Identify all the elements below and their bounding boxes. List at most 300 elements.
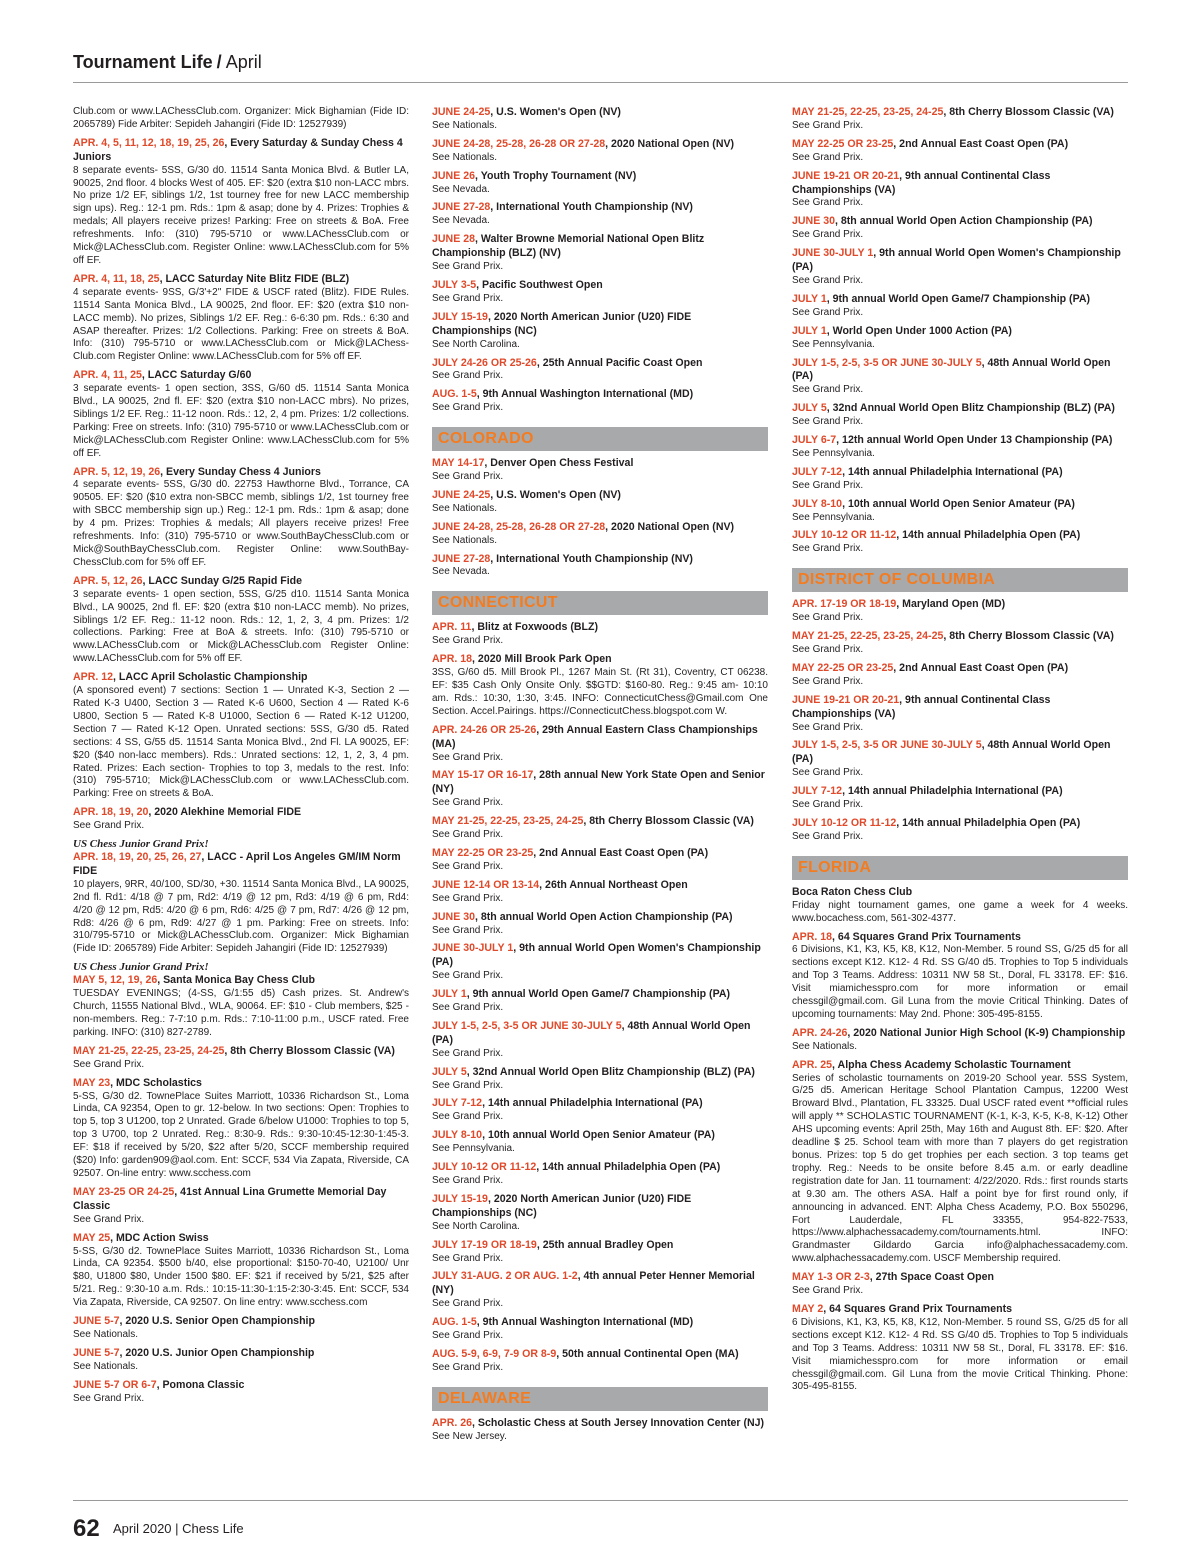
entry-body: See Grand Prix. [432,924,504,936]
entry-title: , 9th annual Continental Class Championships (VA) [792,169,1051,196]
entry-heading [432,1097,768,1111]
entry-dates: JULY 1-5, 2-5, 3-5 OR JUNE 30-JULY 5 [792,356,982,369]
entry-heading [792,466,1128,480]
entry-title: , Santa Monica Bay Chess Club [157,974,316,987]
tournament-entry [792,739,1128,780]
tournament-entry [792,498,1128,525]
tournament-entry [792,662,1128,689]
entry-body: 3 separate events- 1 open section, 3SS, G/60 d5. 11514 Santa Monica Blvd., LA 90025, 2nd fl. EF: $20 (extra $10 non-LACC mbrs). No prizes, Siblings 1/2 EF. Reg.: 11-12 noon. Rds.: 12, 2, 4 pm. Prizes: 1/2 collections. Parking: Free on streets. Info: (310) 795-5710 or www.LAChessClub.com or Mick@LAChessClub.com Register Online: www.LAChessClub.com for 5% off EF. [73,383,409,459]
entry-dates: APR. 18, 19, 20 [73,806,149,819]
entry-title: , Pacific Southwest Open [476,278,603,291]
entry-heading [432,1270,768,1298]
entry-dates: JULY 8-10 [792,497,843,510]
entry-dates: JULY 6-7 [792,434,837,447]
tournament-entry [73,806,409,833]
entry-title: , International Youth Championship (NV) [490,201,693,214]
entry-title: , Maryland Open (MD) [896,598,1006,611]
entry-heading [432,621,768,635]
entry-dates: JUNE 30-JULY 1 [792,247,874,260]
entry-heading [73,1186,409,1214]
tournament-entry [432,1270,768,1311]
entry-heading [432,279,768,293]
entry-body: See Nevada. [432,566,490,578]
entry-body: See Grand Prix. [792,479,864,491]
tournament-entry [792,598,1128,625]
entry-title: , World Open Under 1000 Action (PA) [826,324,1012,337]
header-month: April [225,52,262,72]
entry-heading [792,170,1128,198]
entry-dates: JULY 15-19 [432,1192,488,1205]
tournament-entry [73,1347,409,1374]
entry-heading [73,1315,409,1329]
entry-heading [73,369,409,383]
entry-title: , 48th Annual World Open (PA) [432,1019,751,1046]
entry-heading [432,1348,768,1362]
entry-body: See Grand Prix. [432,1175,504,1186]
tournament-entry [792,293,1128,320]
entry-body: See Grand Prix. [792,644,864,655]
entry-heading [73,1347,409,1361]
entry-title: , 29th Annual Eastern Class Championships (MA) [432,723,758,750]
entry-heading [432,847,768,861]
entry-body: See Grand Prix. [432,261,504,273]
entry-heading [432,388,768,402]
entry-heading [792,1271,1128,1285]
entry-body: See Grand Prix. [432,860,504,872]
page-number: 62 [73,1515,100,1542]
entry-body: See Grand Prix. [792,151,864,163]
entry-heading [792,247,1128,275]
entry-body: See Grand Prix. [73,1213,145,1225]
entry-dates: JUNE 27-28 [432,201,491,214]
entry-dates: JULY 8-10 [432,1129,483,1142]
column-2 [432,106,768,1494]
state-banner: DISTRICT OF COLUMBIA [792,568,1128,592]
entry-dates: JUNE 12-14 OR 13-14 [432,878,540,891]
tournament-entry [73,974,409,1040]
entry-heading [73,806,409,820]
tournament-entry [432,653,768,719]
entry-title: , 2020 Alekhine Memorial FIDE [148,806,302,819]
column-1 [73,106,409,1494]
entry-heading [792,1027,1128,1041]
entry-heading [792,434,1128,448]
tournament-entry [792,434,1128,461]
entry-dates: APR. 4, 5, 11, 12, 18, 19, 25, 26 [73,136,225,149]
entry-title: , LACC Saturday Nite Blitz FIDE (BLZ) [159,272,350,285]
entry-dates: JUNE 5-7 OR 6-7 [73,1378,157,1391]
entry-heading [792,662,1128,676]
entry-body: 5-SS, G/30 d2. TownePlace Suites Marriott, 10336 Richardson St., Loma Linda, CA 92354. $500 b/40, else proportional: $150-70-40, U2100/ Unr $80, U1800 $80, Under 1500 $80. EF: $21 if received by 5/21, $25 after 5/21. Reg.: 9:30-10 a.m. Rds.: 10:15-11:30-1:15-2:30-3:45. Ent: SCCF, 534 Via Zapata, Riverside, CA 92507. On line entry: www.scchess.com [73,1245,409,1309]
entry-title: , 50th annual Continental Open (MA) [556,1347,739,1360]
entry-dates: APR. 18 [432,653,473,666]
tournament-entry [792,138,1128,165]
tournament-entry [432,388,768,415]
tournament-entry [432,279,768,306]
entry-heading [432,942,768,970]
entry-title: , Every Saturday & Sunday Chess 4 Juniors [73,136,403,163]
entry-heading [432,1417,768,1431]
entry-dates: MAY 15-17 OR 16-17 [432,769,534,782]
entry-heading [792,1303,1128,1317]
entry-heading [73,851,409,879]
entry-heading [432,988,768,1002]
entry-dates: APR. 12 [73,671,114,684]
entry-dates: JULY 24-26 OR 25-26 [432,356,537,369]
grand-prix-note: US Chess Junior Grand Prix! [73,838,209,851]
tournament-entry [792,247,1128,288]
entry-body: See Grand Prix. [792,830,864,842]
entry-body: See Grand Prix. [432,402,504,414]
entry-heading [792,886,1128,900]
entry-dates: APR. 25 [792,1058,833,1071]
tournament-entry [73,369,409,460]
tournament-entry [432,1066,768,1093]
header-separator: / [216,52,222,72]
entry-dates: MAY 21-25, 22-25, 23-25, 24-25 [73,1044,225,1057]
entry-title: , LACC April Scholastic Championship [113,671,308,684]
entry-title: , Walter Browne Memorial National Open Blitz Championship (BLZ) (NV) [432,233,705,260]
entry-dates: JULY 5 [432,1065,467,1078]
tournament-entry [73,137,409,268]
state-banner: CONNECTICUT [432,591,768,615]
tournament-entry [432,357,768,384]
entry-title: , LACC Saturday G/60 [141,369,252,382]
entry-body: See Grand Prix. [792,675,864,687]
tournament-entry [792,694,1128,735]
entry-heading [432,357,768,371]
tournament-entry [792,785,1128,812]
entry-body: See Pennsylvania. [792,338,875,350]
tournament-entry [73,1077,409,1181]
entry-heading [432,1161,768,1175]
tournament-entry [792,886,1128,926]
tournament-entry [73,851,409,956]
state-banner: COLORADO [432,427,768,451]
tournament-entry [432,170,768,197]
entry-title: , 9th annual World Open Game/7 Championship (PA) [466,988,731,1001]
entry-title: , 2020 North American Junior (U20) FIDE Championships (NC) [432,310,692,337]
entry-title: , 2020 U.S. Senior Open Championship [119,1315,315,1328]
entry-body: See Grand Prix. [792,612,864,624]
entry-heading [73,1232,409,1246]
entry-heading [792,106,1128,120]
entry-title: , 28th annual New York State Open and Senior (NY) [432,769,765,796]
entry-heading [792,817,1128,831]
tournament-entry [432,106,768,133]
tournament-entry [432,489,768,516]
entry-body: See Grand Prix. [73,820,145,832]
entry-dates: JULY 3-5 [432,278,477,291]
tournament-entry [432,201,768,228]
entry-title: , 14th annual Philadelphia Open (PA) [896,529,1081,542]
tournament-entry [432,1316,768,1343]
tournament-entry [792,1303,1128,1394]
entry-dates: APR. 26 [432,1416,473,1429]
entry-title: , 4th annual Peter Henner Memorial (NY) [432,1270,755,1297]
entry-dates: MAY 5, 12, 19, 26 [73,974,158,987]
entry-heading [432,815,768,829]
entry-body: See Grand Prix. [792,229,864,241]
entry-body: See Nevada. [432,183,490,195]
entry-title: , 10th annual World Open Senior Amateur (PA) [482,1129,715,1142]
entry-heading [432,170,768,184]
entry-title: , 9th annual World Open Game/7 Championship (PA) [826,292,1091,305]
entry-dates: JUNE 30 [432,910,475,923]
entry-title: Boca Raton Chess Club [792,885,913,898]
tournament-entry [432,138,768,165]
tournament-entry [432,847,768,874]
entry-title: , 8th Cherry Blossom Classic (VA) [224,1044,395,1057]
tournament-entry [792,170,1128,211]
entry-body: See Nationals. [432,151,498,163]
entry-dates: AUG. 1-5 [432,1316,477,1329]
entry-dates: JULY 7-12 [792,785,843,798]
entry-title: , 9th annual Continental Class Championships (VA) [792,693,1051,720]
entry-heading [73,1379,409,1393]
entry-body: 10 players, 9RR, 40/100, SD/30, +30. 11514 Santa Monica Blvd., LA 90025, 2nd fl. Rd1: 4/18 @ 7 pm, Rd2: 4/19 @ 12 pm, Rd3: 4/19 @ 6 pm, Rd4: 4/20 @ 12 pm, Rd5: 4/20 @ 6 pm, Rd6: 4/25 @ 7 pm, Rd7: 4/26 @ 12 pm, Rd8: 4/26 @ 6 pm, Rd9: 4/27 @ 1 pm. Parking: Free on streets. Info: 310/795-5710 or Mick@LAChessClub.com. Organizer: Mick Bighamian (Fide ID: 2065789) Fide Arbiter: Sepideh Jahangiri (Fide ID: 12527939) [73,878,409,955]
entry-body: See Grand Prix. [432,292,504,304]
entry-title: , MDC Action Swiss [110,1231,209,1244]
entry-body: See Nationals. [73,1360,139,1372]
entry-title: , 8th annual World Open Action Championship (PA) [835,215,1093,228]
tournament-entry [432,233,768,274]
entry-heading [73,575,409,589]
tournament-entry [432,724,768,765]
tournament-entry [432,1239,768,1266]
entry-dates: MAY 23-25 OR 24-25 [73,1185,175,1198]
entry-body: See Grand Prix. [792,416,864,428]
entry-body: See Grand Prix. [792,767,864,779]
entry-body: See Grand Prix. [432,1330,504,1342]
entry-body: TUESDAY EVENINGS; (4-SS, G/1:55 d5) Cash prizes. St. Andrew's Church, 11555 National Blvd., WLA, 90064. EF: $10 - Club members, $25 - non-members. Reg.: 7-7:10 p.m. Rds.: 7:10-11:00 p.m., USCF rated. Free parking. INFO: (310) 827-2789. [73,988,409,1038]
entry-title: , MDC Scholastics [110,1076,202,1089]
entry-body: See Grand Prix. [432,829,504,841]
entry-title: , Scholastic Chess at South Jersey Innovation Center (NJ) [472,1416,765,1429]
entry-title: , 9th Annual Washington International (MD) [476,1316,694,1329]
entry-title: , 10th annual World Open Senior Amateur (PA) [842,497,1075,510]
entry-title: , Alpha Chess Academy Scholastic Tournament [832,1058,1071,1071]
entry-heading [792,1059,1128,1073]
entry-title: , Youth Trophy Tournament (NV) [475,169,637,182]
entry-dates: JULY 10-12 OR 11-12 [432,1161,537,1174]
entry-dates: APR. 17-19 OR 18-19 [792,598,897,611]
entry-heading [432,1239,768,1253]
tournament-entry [73,671,409,801]
tournament-entry [792,325,1128,352]
entry-heading [432,233,768,261]
entry-dates: APR. 4, 11, 25 [73,369,142,382]
tournament-entry [73,1232,409,1310]
entry-heading [73,974,409,988]
tournament-entry [792,817,1128,844]
entry-heading [792,598,1128,612]
entry-body: See Nationals. [792,1040,858,1052]
entry-dates: JUNE 5-7 [73,1315,120,1328]
entry-body: See Nationals. [432,502,498,514]
entry-title: , 64 Squares Grand Prix Tournaments [823,1302,1013,1315]
entry-dates: JUNE 26 [432,169,475,182]
entry-title: , 2nd Annual East Coast Open (PA) [533,846,709,859]
entry-dates: JUNE 19-21 OR 20-21 [792,693,900,706]
entry-title: , 2nd Annual East Coast Open (PA) [893,661,1069,674]
entry-title: , International Youth Championship (NV) [490,552,693,565]
entry-heading [432,911,768,925]
entry-heading [73,1077,409,1091]
state-banner: DELAWARE [432,1387,768,1411]
entry-body: See Grand Prix. [432,1002,504,1014]
entry-body: See Grand Prix. [792,306,864,318]
entry-heading [792,739,1128,767]
entry-body: 4 separate events- 9SS, G/3'+2'' FIDE & USCF rated (Blitz). FIDE Rules. 11514 Santa Monica Blvd., LA 90025, 2nd floor. EF: $20 (extra $10 non-LACC memb). No prizes, Siblings 1/2 EF. Reg.: 6-6:30 pm. Rds.: 6:30 and ASAP thereafter. Prizes: 1/2 Collections. Parking: Free on streets & BoA. Info: (310) 795-5710 or www.LAChessClub.com or Mick@LAChess-Club.com Register Online: www.LAChessClub.com for 5% off EF. [73,286,409,363]
entry-title: , 25th annual Bradley Open [536,1238,674,1251]
tournament-entry [432,621,768,648]
entry-title: , 8th Cherry Blossom Classic (VA) [943,630,1114,643]
entry-title: , 26th Annual Northeast Open [539,878,688,891]
entry-dates: AUG. 5-9, 6-9, 7-9 OR 8-9 [432,1347,557,1360]
entry-body: See Pennsylvania. [792,447,875,459]
entry-title: , U.S. Women's Open (NV) [490,488,621,501]
entry-dates: JUNE 24-25 [432,106,491,118]
entry-title: , 12th annual World Open Under 13 Championship (PA) [836,434,1113,447]
entry-body: See Grand Prix. [792,543,864,555]
entry-title: , 64 Squares Grand Prix Tournaments [832,930,1021,943]
entry-body: See Nationals. [73,1328,139,1340]
entry-heading [792,293,1128,307]
entry-heading [792,630,1128,644]
entry-title: , 2020 North American Junior (U20) FIDE Championships (NC) [432,1192,692,1219]
entry-heading [432,769,768,797]
entry-heading [432,1193,768,1221]
entry-body: See Grand Prix. [792,197,864,209]
tournament-entry [792,1271,1128,1298]
entry-dates: JULY 1 [432,988,467,1001]
entry-body: See Grand Prix. [432,1047,504,1059]
entry-title: , 8th annual World Open Action Championship (PA) [475,910,733,923]
entry-dates: JULY 7-12 [432,1097,483,1110]
entry-dates: JUNE 19-21 OR 20-21 [792,169,900,182]
tournament-entry [432,311,768,352]
tournament-entry [432,879,768,906]
entry-body: See Grand Prix. [432,1252,504,1264]
tournament-entry [792,466,1128,493]
entry-heading [73,273,409,287]
tournament-entry [432,1020,768,1061]
tournament-entry [432,553,768,580]
entry-heading [432,1316,768,1330]
entry-dates: JUNE 30 [792,215,835,228]
entry-heading [792,498,1128,512]
entry-dates: JULY 1 [792,324,827,337]
entry-dates: JUNE 24-28, 25-28, 26-28 OR 27-28 [432,137,606,150]
entry-dates: APR. 5, 12, 19, 26 [73,465,161,478]
tournament-entry [432,1193,768,1234]
entry-body: See Grand Prix. [792,1285,864,1297]
entry-title: , 9th annual World Open Women's Championship (PA) [432,942,761,969]
entry-dates: MAY 1-3 OR 2-3 [792,1271,870,1284]
footer-text: April 2020 | Chess Life [113,1521,244,1536]
entry-body: 3 separate events- 1 open section, 5SS, G/25 d10. 11514 Santa Monica Blvd., LA 90025, 2nd fl. EF: $20 (extra $10 non-LACC memb). No prizes, Siblings 1/2 EF. Reg.: 11-12 noon. Rds.: 12, 1, 2, 3, 4 pm. Prizes: 1/2 collections. Parking: Free at BoA & streets. Info: (310) 795-5710 or www.LAChessClub.com or Mick@LAChessClub.com Register Online: www.LAChessClub.com for 5% off EF. [73,588,409,665]
entry-body: Friday night tournament games, one game a week for 4 weeks. www.bocachess.com, 561-302-4377. [792,899,1128,924]
entry-title: , 2nd Annual East Coast Open (PA) [893,137,1069,150]
entry-body: 6 Divisions, K1, K3, K5, K8, K12, Non-Member. 5 round SS, G/25 d5 for all sections except K12. K12- 4 Rd. SS G/40 d5. Trophies to Top 5 individuals and Top 3 Teams. Address: 10311 NW 58 St., Doral, FL 33178. EF: $16. Visit miamichesspro.com for more information or email chessgil@gmail.com. Gil Luna from the movie Critical Thinking. Dates of upcoming tournaments: May 2nd. Phone: 305-495-8155. [792,944,1128,1020]
entry-dates: JULY 1 [792,292,827,305]
entry-title: , U.S. Women's Open (NV) [490,106,621,118]
entry-title: , 25th Annual Pacific Coast Open [536,356,703,369]
page-footer [73,1500,1128,1551]
entry-heading [432,521,768,535]
state-banner: FLORIDA [792,856,1128,880]
tournament-entry [73,1379,409,1406]
entry-dates: MAY 25 [73,1231,111,1244]
tournament-entry [432,815,768,842]
entry-body: See Grand Prix. [432,1361,504,1373]
entry-title: , 8th Cherry Blossom Classic (VA) [943,106,1114,118]
entry-dates: JULY 5 [792,402,827,415]
grand-prix-note: US Chess Junior Grand Prix! [73,961,209,974]
tournament-entry [792,1027,1128,1054]
tournament-entry [73,575,409,666]
entry-heading [792,785,1128,799]
entry-dates: APR. 18, 19, 20, 25, 26, 27 [73,851,202,864]
tournament-entry [432,769,768,810]
entry-dates: MAY 21-25, 22-25, 23-25, 24-25 [792,630,944,643]
tournament-entry [73,466,409,570]
entry-title: , 14th annual Philadelphia International (PA) [842,785,1063,798]
tournament-entry [73,1045,409,1072]
entry-dates: JUNE 27-28 [432,552,491,565]
entry-title: , 2020 National Open (NV) [605,520,735,533]
entry-dates: APR. 5, 12, 26 [73,574,143,587]
entry-body: 4 separate events- 5SS, G/30 d0. 22753 Hawthorne Blvd., Torrance, CA 90505. EF: $20 ($10 extra non-SBCC memb, siblings 1/2, 1st tourney free with SBCC membership sign up.) Reg.: 12-1 pm. Rds.: 1pm & asap; done by 4 pm. Prizes: Trophies & medals; All players receive prizes! Free refreshments. Info: (310) 795-5710 or www.SouthBayChessClub.com or Mick@SouthBayChessClub.com. Register Online: www.SouthBay-ChessClub.com for 5% off EF. [73,479,409,568]
entry-dates: MAY 23 [73,1076,111,1089]
entry-body: See Grand Prix. [792,274,864,286]
entry-body: (A sponsored event) 7 sections: Section 1 — Unrated K-3, Section 2 — Rated K-3 U400, Section 3 — Rated K-6 U600, Section 4 — Rated K-6 U800, Section 5 — Rated K-8 U1000, Section 6 — Rated K-12 U1200, Section 7 — Rated K-12 Open. Unrated sections: 5SS, G/30 d5. Rated sections: 4 SS, G/55 d5. 11514 Santa Monica Blvd., 2nd Fl. LA 90025, EF: $20 ($40 non-lacc members). Rds.: Unrated sections: 12, 1, 2, 3, 4 pm. Rated. Prizes: Each section- Trophies to top 3, medals to the rest. Info: (310) 795-5710; Mick@LAChessClub.com or www.LAChessClub.com. Parking: Free on streets & BoA. [73,685,409,800]
entry-dates: JULY 15-19 [432,310,488,323]
entry-title: , 8th Cherry Blossom Classic (VA) [583,815,754,828]
entry-dates: JULY 7-12 [792,465,843,478]
entry-body: 6 Divisions, K1, K3, K5, K8, K12, Non-Member. 5 round SS, G/25 d5 for all sections except K12. K12- 4 Rd. SS G/40 d5. Trophies to Top 5 individuals and Top 3 Teams. Address: 10311 NW 58 St., Doral, FL 33178. EF: $16. Visit miamichesspro.com for more information or email chessgil@gmail.com. Gil Luna from the movie Critical Thinking. Phone: 305-495-8155. [792,1316,1128,1393]
entry-dates: JULY 10-12 OR 11-12 [792,529,897,542]
entry-title: , Pomona Classic [156,1378,245,1391]
entry-dates: JULY 31-AUG. 2 OR AUG. 1-2 [432,1270,578,1283]
entry-dates: JUNE 24-25 [432,488,491,501]
entry-heading [792,694,1128,722]
entry-body: See Grand Prix. [432,797,504,809]
entry-dates: APR. 4, 11, 18, 25 [73,272,160,285]
column-3 [792,106,1128,1494]
entry-dates: MAY 21-25, 22-25, 23-25, 24-25 [432,815,584,828]
tournament-entry [432,521,768,548]
entry-title: , LACC Sunday G/25 Rapid Fide [142,574,303,587]
entry-title: , 48th Annual World Open (PA) [792,739,1111,766]
entry-dates: MAY 22-25 OR 23-25 [792,661,894,674]
entry-heading [792,325,1128,339]
entry-dates: MAY 14-17 [432,457,485,470]
entry-heading [432,1129,768,1143]
entry-heading [432,138,768,152]
tournament-entry [73,1186,409,1227]
tournament-entry [792,402,1128,429]
tournament-entry [792,630,1128,657]
entry-title: , 14th annual Philadelphia International (PA) [842,465,1063,478]
entry-body: See Grand Prix. [432,635,504,647]
entry-title: , 2020 National Open (NV) [605,137,735,150]
entry-title: , Blitz at Foxwoods (BLZ) [471,621,598,634]
entry-body: See Pennsylvania. [432,1143,515,1155]
entry-dates: MAY 22-25 OR 23-25 [792,137,894,150]
entry-dates: JUNE 30-JULY 1 [432,942,514,955]
